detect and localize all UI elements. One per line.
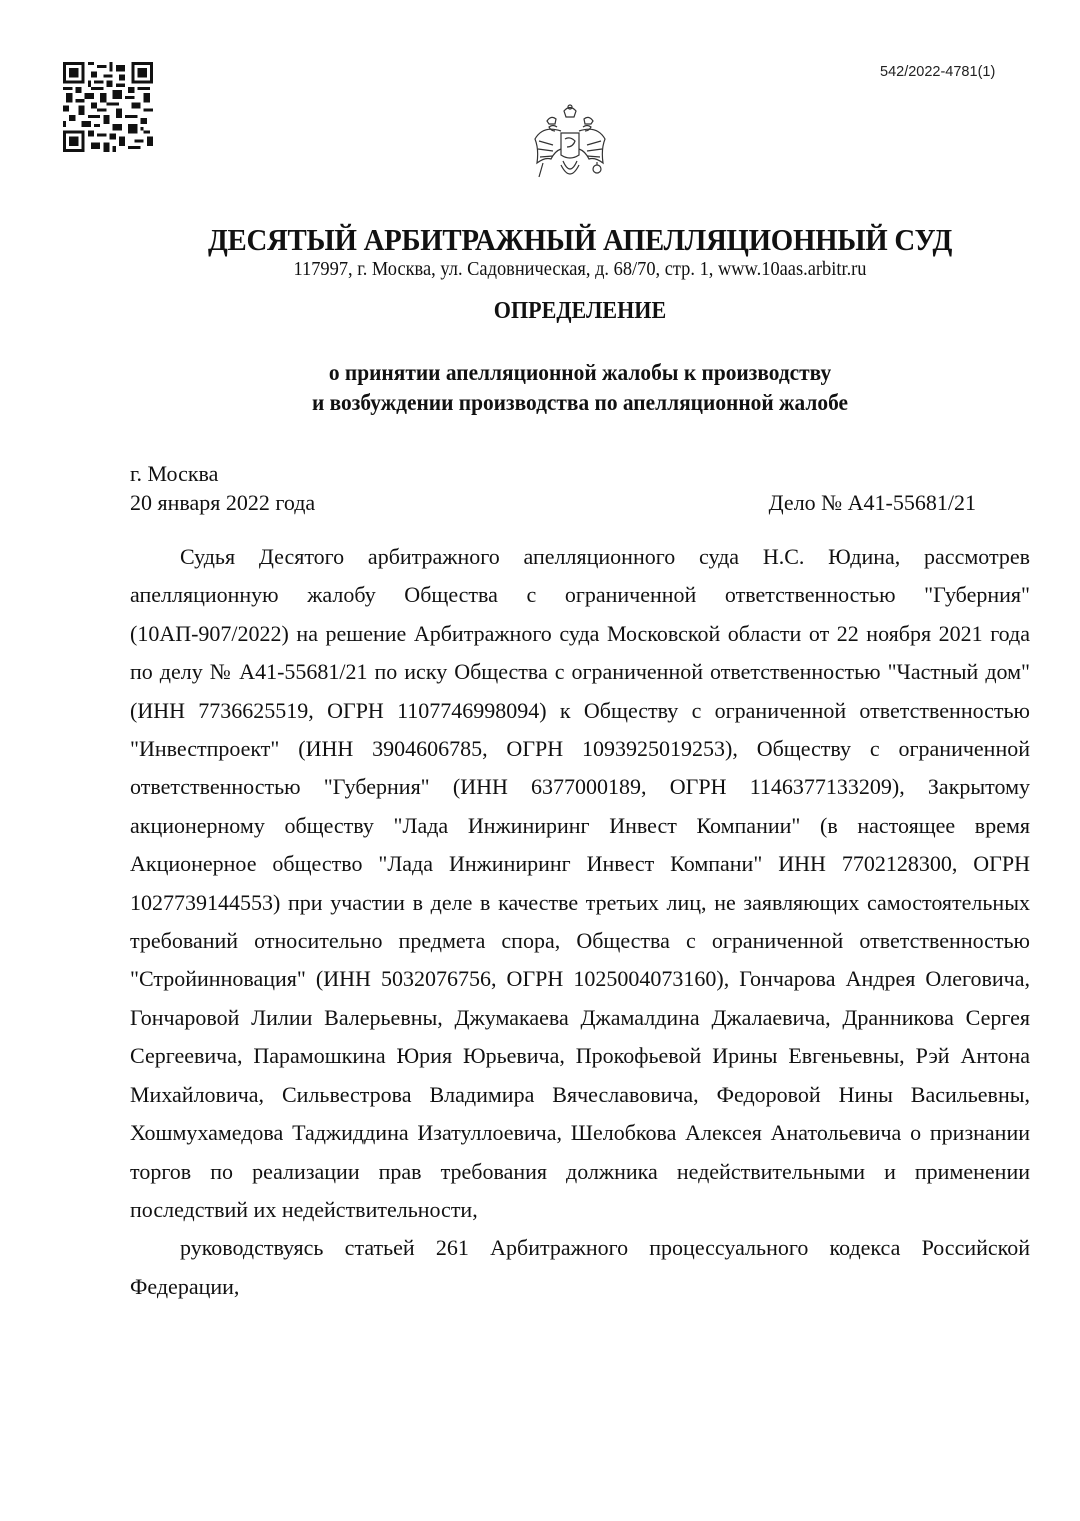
court-address: 117997, г. Москва, ул. Садовническая, д. 68/70, стр. 1, www.10aas.arbitr.ru [293, 258, 867, 280]
qr-code-icon [63, 62, 153, 152]
court-name: ДЕСЯТЫЙ АРБИТРАЖНЫЙ АПЕЛЛЯЦИОННЫЙ СУД [207, 222, 953, 257]
document-body [130, 538, 1030, 1306]
document-subtitle-line-2: и возбуждении производства по апелляционной жалобе [311, 390, 849, 415]
body-paragraph-main: Судья Десятого арбитражного апелляционного суда Н.С. Юдина, рассмотрев апелляционную жалобу Общества с ограниченной ответственностью "Губерния" (10АП-907/2022) на решение Арбитражного суда Московской области от 22 ноября 2021 года по делу № А41-55681/21 по иску Общества с ограниченной ответственностью "Частный дом" (ИНН 7736625519, ОГРН 1107746998094) к Обществу с ограниченной ответственностью "Инвестпроект" (ИНН 3904606785, ОГРН 1093925019253), Обществу с ограниченной ответственностью "Губерния" (ИНН 6377000189, ОГРН 1146377133209), Закрытому акционерному обществу "Лада Инжиниринг Инвест Компании" (в настоящее время Акционерное общество "Лада Инжиниринг Инвест Компани" ИНН 7702128300, ОГРН 1027739144553) при участии в деле в качестве третьих лиц, не заявляющих самостоятельных требований относительно предмета спора, Общества с ограниченной ответственностью "Стройинновация" (ИНН 5032076756, ОГРН 1025004073160), Гончарова Андрея Олеговича, Гончаровой Лилии Валерьевны, Джумакаева Джамалдина Джалаевича, Дранникова Сергея Сергеевича, Парамошкина Юрия Юрьевича, Прокофьевой Ирины Евгеньевны, Рэй Антона Михайловича, Сильвестрова Владимира Вячеславовича, Федоровой Нины Васильевны, Хошмухамедова Таджиддина Изатуллоевича, Шелобкова Алексея Анатольевича о признании торгов по реализации прав требования должника недействительными и применении последствий их недействительности, [130, 544, 1030, 1222]
document-subtitle-line-1: о принятии апелляционной жалобы к производству [328, 360, 832, 385]
body-paragraph-legal-basis: руководствуясь статьей 261 Арбитражного процессуального кодекса Российской Федерации, [130, 1235, 1030, 1299]
document-registration-number: 542/2022-4781(1) [880, 64, 996, 80]
coat-of-arms-emblem-icon [531, 103, 609, 185]
document-date: 20 января 2022 года [130, 490, 316, 515]
document-subtitle [41, 358, 1080, 418]
document-type-heading: ОПРЕДЕЛЕНИЕ [493, 298, 667, 324]
document-place: г. Москва [130, 461, 219, 486]
case-number: Дело № А41-55681/21 [768, 490, 976, 515]
